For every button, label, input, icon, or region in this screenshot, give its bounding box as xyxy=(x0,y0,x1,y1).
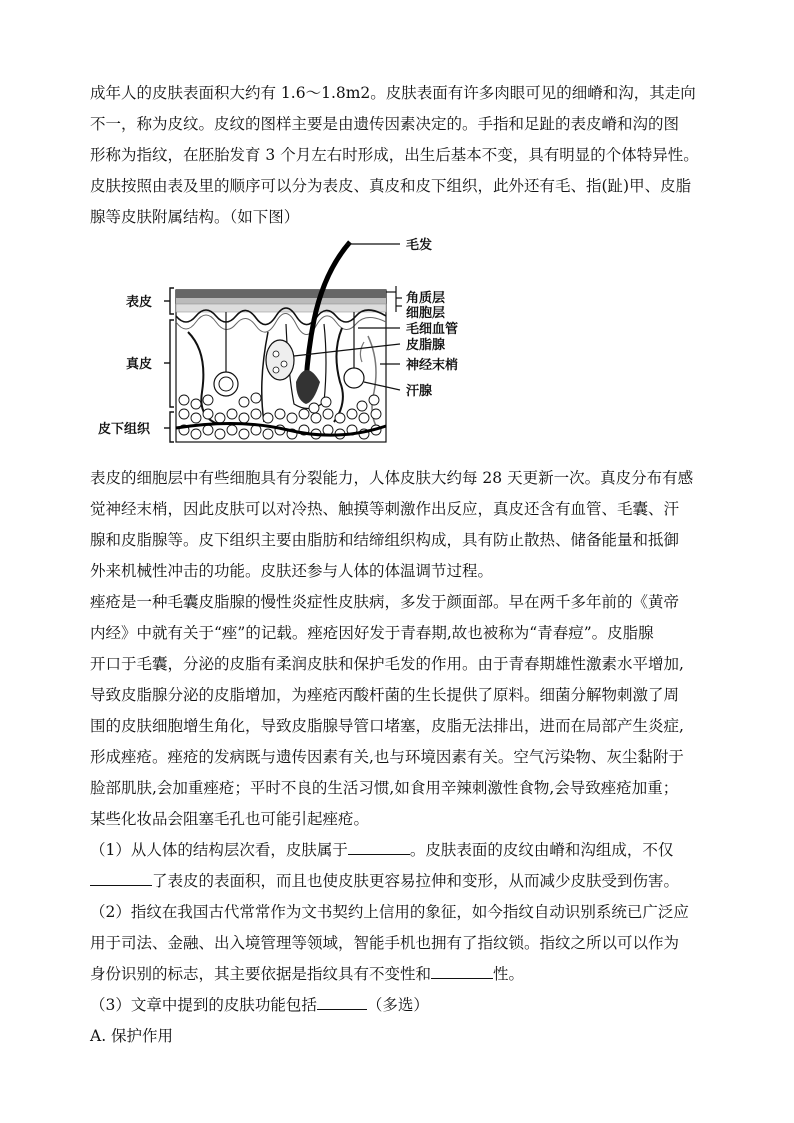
question-text: （3）文章中提到的皮肤功能包括 xyxy=(90,996,317,1014)
paragraph-skin-layers xyxy=(90,463,710,587)
paragraph-skin-intro xyxy=(90,78,710,233)
text-line: 形称为指纹，在胚胎发育 3 个月左右时形成，出生后基本不变，具有明显的个体特异性。 xyxy=(90,146,699,164)
question-line xyxy=(90,866,710,897)
text-line: 内经》中就有关于“痤”的记载。痤疮因好发于青春期,故也被称为“青春痘”。皮脂腺 xyxy=(90,624,654,642)
label-sweat-gland: 汗腺 xyxy=(406,384,433,399)
paragraph-acne xyxy=(90,587,710,835)
question-1 xyxy=(90,835,710,897)
label-capillary: 毛细血管 xyxy=(406,322,459,337)
label-epidermis: 表皮 xyxy=(126,295,153,310)
text-line: 皮肤按照由表及里的顺序可以分为表皮、真皮和皮下组织，此外还有毛、指(趾)甲、皮脂 xyxy=(90,177,692,195)
text-line: 某些化妆品会阻塞毛孔也可能引起痤疮。 xyxy=(90,810,370,828)
text-line: 形成痤疮。痤疮的发病既与遗传因素有关,也与环境因素有关。空气污染物、灰尘黏附于 xyxy=(90,748,684,766)
question-line xyxy=(90,990,710,1021)
text-line: 痤疮是一种毛囊皮脂腺的慢性炎症性皮肤病，多发于颜面部。早在两千多年前的《黄帝 xyxy=(90,593,680,611)
text-line: 表皮的细胞层中有些细胞具有分裂能力，人体皮肤大约每 28 天更新一次。真皮分布有感 xyxy=(90,469,694,487)
text-line: 导致皮脂腺分泌的皮脂增加，为痤疮丙酸杆菌的生长提供了原料。细菌分解物刺激了周 xyxy=(90,686,680,704)
question-2 xyxy=(90,897,710,990)
text-line: 腺和皮脂腺等。皮下组织主要由脂肪和结缔组织构成，具有防止散热、储备能量和抵御 xyxy=(90,531,680,549)
text-line: 开口于毛囊，分泌的皮脂有柔润皮肤和保护毛发的作用。由于青春期雄性激素水平增加, xyxy=(90,655,684,673)
text-line: 不一，称为皮纹。皮纹的图样主要是由遗传因素决定的。手指和足趾的表皮嵴和沟的图 xyxy=(90,115,680,133)
text-line: 成年人的皮肤表面积大约有 1.6～1.8m2。皮肤表面有许多肉眼可见的细嵴和沟，其走向 xyxy=(90,84,696,102)
label-dermis: 真皮 xyxy=(126,357,153,372)
skin-structure-figure xyxy=(98,232,498,446)
skin-structure-diagram xyxy=(98,232,498,446)
answer-blank[interactable] xyxy=(317,992,367,1010)
answer-blank[interactable] xyxy=(431,961,493,979)
label-hair: 毛发 xyxy=(406,238,433,253)
label-sebaceous-gland: 皮脂腺 xyxy=(406,338,446,353)
question-line: （2）指纹在我国古代常常作为文书契约上信用的象征，如今指纹自动识别系统已广泛应 xyxy=(90,903,689,921)
question-text: （1）从人体的结构层次看，皮肤属于 xyxy=(90,841,348,859)
question-line xyxy=(90,959,710,990)
text-line: 觉神经末梢，因此皮肤可以对冷热、触摸等刺激作出反应，真皮还含有血管、毛囊、汗 xyxy=(90,500,680,518)
option-a: A. 保护作用 xyxy=(90,1027,174,1045)
question-line xyxy=(90,835,710,866)
text-line: 腺等皮肤附属结构。（如下图） xyxy=(90,208,300,226)
text-line: 外来机械性冲击的功能。皮肤还参与人体的体温调节过程。 xyxy=(90,562,494,580)
question-3 xyxy=(90,990,710,1052)
question-text: 身份识别的标志，其主要依据是指纹具有不变性和 xyxy=(90,965,432,983)
label-stratum-corneum: 角质层 xyxy=(406,291,446,306)
question-text: 了表皮的表面积，而且也使皮肤更容易拉伸和变形，从而减少皮肤受到伤害。 xyxy=(152,872,680,890)
text-line: 围的皮肤细胞增生角化，导致皮脂腺导管口堵塞，皮脂无法排出，进而在局部产生炎症, xyxy=(90,717,684,735)
label-nerve-ending: 神经末梢 xyxy=(406,358,459,373)
question-text: 性。 xyxy=(493,965,525,983)
answer-blank[interactable] xyxy=(90,868,152,886)
text-line: 脸部肌肤,会加重痤疮；平时不良的生活习惯,如食用辛辣刺激性食物,会导致痤疮加重； xyxy=(90,779,679,797)
label-cell-layer: 细胞层 xyxy=(406,306,446,321)
question-line: 用于司法、金融、出入境管理等领域，智能手机也拥有了指纹锁。指纹之所以可以作为 xyxy=(90,934,680,952)
label-hypodermis: 皮下组织 xyxy=(98,422,151,437)
question-text: 。皮肤表面的皮纹由嵴和沟组成，不仅 xyxy=(409,841,674,859)
answer-blank[interactable] xyxy=(348,837,410,855)
question-text: （多选） xyxy=(366,996,429,1014)
